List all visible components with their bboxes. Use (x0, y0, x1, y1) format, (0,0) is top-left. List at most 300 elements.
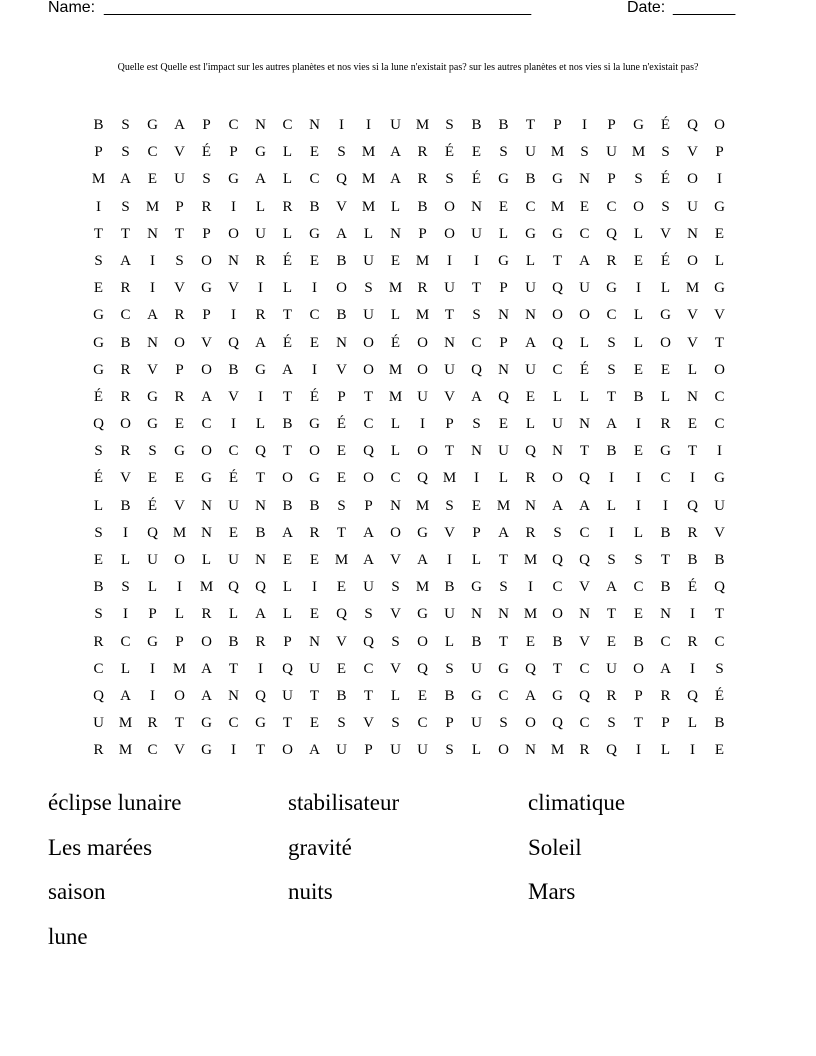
grid-letter: R (93, 633, 104, 650)
grid-letter: P (418, 225, 427, 242)
grid-letter: M (523, 606, 538, 623)
grid-letter: N (579, 171, 590, 188)
grid-row (85, 197, 733, 224)
grid-letter: P (202, 117, 211, 133)
word-bank-item: saison (48, 879, 106, 904)
grid-letter: R (255, 252, 266, 269)
grid-letter: N (687, 225, 698, 242)
grid-letter: S (121, 198, 130, 215)
grid-letter: N (687, 388, 698, 405)
grid-letter: L (120, 552, 131, 568)
grid-letter: G (552, 687, 563, 704)
grid-letter: I (609, 524, 614, 541)
grid-letter: I (231, 307, 236, 324)
grid-letter: C (228, 715, 239, 732)
word-bank-item: gravité (288, 834, 352, 860)
grid-letter: U (282, 687, 293, 704)
grid-letter: E (309, 334, 320, 351)
grid-letter: S (499, 715, 508, 732)
grid-letter: U (444, 606, 455, 623)
grid-letter: S (121, 144, 130, 161)
grid-letter: S (472, 307, 481, 324)
grid-letter: N (228, 252, 239, 269)
grid-letter: Q (579, 470, 590, 487)
grid-letter: M (442, 470, 457, 487)
grid-letter: I (528, 579, 533, 596)
grid-letter: S (661, 198, 670, 215)
grid-letter: S (121, 117, 130, 133)
grid-letter: O (444, 198, 455, 215)
grid-letter: I (150, 660, 155, 677)
grid-letter: É (282, 252, 293, 269)
grid-letter: P (202, 307, 211, 324)
grid-letter: C (579, 524, 590, 541)
grid-letter: Q (282, 660, 293, 677)
grid-letter: A (282, 361, 293, 378)
grid-letter: É (201, 144, 212, 161)
grid-letter: A (552, 497, 563, 514)
grid-letter: A (282, 524, 293, 541)
grid-letter: L (282, 579, 293, 596)
grid-letter: N (525, 742, 536, 759)
grid-letter: S (391, 633, 400, 650)
grid-letter: C (552, 579, 563, 596)
grid-letter: U (363, 252, 374, 269)
word-bank-item: nuits (288, 879, 333, 904)
grid-letter: N (579, 416, 590, 433)
grid-letter: O (498, 742, 509, 759)
grid-letter: N (228, 687, 239, 704)
grid-letter: Q (498, 388, 509, 405)
grid-letter: O (201, 252, 212, 269)
grid-letter: L (444, 633, 455, 650)
grid-letter: Q (255, 687, 266, 704)
grid-letter: C (579, 715, 590, 732)
grid-letter: M (388, 361, 403, 378)
grid-letter: L (282, 225, 293, 242)
grid-letter: I (609, 470, 614, 487)
grid-letter: C (471, 334, 482, 351)
grid-letter: A (417, 552, 428, 568)
grid-letter: L (606, 497, 617, 514)
grid-letter: T (309, 687, 320, 704)
grid-letter: A (255, 334, 266, 351)
grid-row (85, 740, 733, 767)
grid-letter: O (174, 552, 185, 568)
grid-letter: I (474, 470, 479, 487)
grid-letter: E (714, 742, 725, 759)
grid-letter: T (363, 388, 374, 405)
grid-letter: A (579, 252, 590, 269)
grid-letter: N (525, 307, 536, 324)
grid-letter: R (120, 280, 131, 297)
grid-letter: Q (147, 524, 158, 541)
grid-letter: Q (606, 742, 617, 759)
grid-letter: A (390, 171, 401, 188)
grid-letter: G (309, 225, 320, 242)
grid-letter: R (606, 252, 617, 269)
word-bank-item: Mars (528, 879, 576, 904)
grid-letter: U (525, 144, 536, 161)
grid-letter: I (636, 497, 641, 514)
grid-letter: I (717, 443, 722, 460)
grid-letter: P (715, 144, 724, 161)
grid-letter: A (201, 388, 212, 405)
grid-letter: R (525, 470, 536, 487)
grid-letter: B (525, 171, 536, 188)
grid-row (85, 387, 733, 414)
grid-letter: E (498, 198, 509, 215)
grid-letter: A (201, 660, 212, 677)
grid-letter: É (660, 117, 671, 133)
grid-letter: V (336, 361, 347, 378)
grid-letter: T (282, 307, 293, 324)
grid-letter: P (175, 198, 184, 215)
grid-letter: É (687, 579, 698, 596)
grid-letter: É (714, 687, 725, 704)
grid-letter: I (690, 470, 695, 487)
grid-letter: E (309, 715, 320, 732)
grid-letter: U (444, 280, 455, 297)
grid-letter: Q (93, 687, 104, 704)
grid-letter: E (633, 361, 644, 378)
grid-letter: C (363, 416, 374, 433)
grid-letter: B (417, 198, 428, 215)
grid-letter: Q (363, 633, 374, 650)
grid-letter: A (120, 171, 131, 188)
grid-letter: R (660, 687, 671, 704)
grid-letter: L (687, 361, 698, 378)
grid-letter: O (417, 361, 428, 378)
grid-letter: P (634, 687, 643, 704)
grid-letter: Q (579, 687, 590, 704)
grid-letter: U (255, 225, 266, 242)
grid-letter: L (660, 742, 671, 759)
grid-letter: O (282, 742, 293, 759)
grid-letter: N (525, 497, 536, 514)
grid-letter: R (147, 715, 158, 732)
grid-letter: B (660, 524, 671, 541)
grid-letter: M (361, 198, 376, 215)
grid-letter: N (309, 633, 320, 650)
grid-letter: O (309, 443, 320, 460)
grid-row (85, 550, 733, 577)
grid-letter: R (201, 198, 212, 215)
grid-letter: C (147, 742, 158, 759)
grid-letter: M (415, 497, 430, 514)
grid-letter: B (336, 307, 347, 324)
grid-letter: T (660, 552, 671, 568)
grid-letter: L (498, 225, 509, 242)
grid-letter: R (255, 307, 266, 324)
grid-letter: O (120, 416, 131, 433)
grid-letter: G (309, 470, 320, 487)
grid-letter: L (390, 307, 401, 324)
grid-letter: S (607, 334, 616, 351)
grid-letter: T (282, 715, 293, 732)
grid-letter: L (147, 579, 158, 596)
grid-letter: L (390, 687, 401, 704)
grid-letter: U (498, 443, 509, 460)
grid-letter: S (121, 579, 130, 596)
grid-letter: L (282, 606, 293, 623)
grid-letter: S (94, 252, 103, 269)
grid-letter: C (120, 307, 131, 324)
grid-letter: T (606, 388, 617, 405)
grid-letter: T (174, 225, 185, 242)
grid-letter: C (147, 144, 158, 161)
grid-letter: R (201, 606, 212, 623)
grid-letter: N (471, 606, 482, 623)
grid-letter: I (636, 416, 641, 433)
grid-letter: L (174, 606, 185, 623)
grid-row (85, 414, 733, 441)
grid-letter: O (579, 307, 590, 324)
grid-letter: C (363, 660, 374, 677)
grid-letter: P (337, 388, 346, 405)
grid-letter: M (415, 307, 430, 324)
grid-letter: E (633, 443, 644, 460)
grid-letter: A (579, 497, 590, 514)
grid-letter: G (552, 225, 563, 242)
grid-letter: C (309, 171, 320, 188)
grid-letter: M (550, 144, 565, 161)
grid-letter: G (309, 416, 320, 433)
grid-letter: C (633, 579, 644, 596)
grid-letter: M (685, 280, 700, 297)
grid-letter: T (444, 443, 455, 460)
grid-letter: U (174, 171, 185, 188)
grid-letter: I (231, 416, 236, 433)
grid-letter: S (94, 606, 103, 623)
grid-letter: É (309, 388, 320, 405)
grid-letter: E (525, 388, 536, 405)
grid-letter: S (661, 144, 670, 161)
grid-letter: I (447, 252, 452, 269)
grid-letter: I (258, 280, 263, 297)
grid-letter: B (228, 633, 239, 650)
grid-letter: É (147, 497, 158, 514)
grid-letter: C (606, 307, 617, 324)
grid-letter: L (363, 225, 374, 242)
grid-letter: U (417, 388, 428, 405)
date-label: Date: (627, 0, 666, 16)
grid-letter: B (93, 117, 104, 133)
grid-letter: I (474, 252, 479, 269)
grid-letter: G (498, 660, 509, 677)
grid-letter: N (498, 307, 509, 324)
grid-letter: R (174, 388, 185, 405)
grid-letter: P (661, 715, 670, 732)
grid-letter: L (633, 334, 644, 351)
grid-letter: S (445, 497, 454, 514)
grid-letter: S (607, 715, 616, 732)
grid-letter: R (687, 524, 698, 541)
grid-letter: O (390, 524, 401, 541)
grid-letter: U (417, 742, 428, 759)
grid-letter: S (337, 144, 346, 161)
grid-letter: I (258, 660, 263, 677)
grid-letter: U (363, 307, 374, 324)
grid-letter: Q (228, 579, 239, 596)
grid-letter: P (283, 633, 292, 650)
grid-letter: A (363, 524, 374, 541)
grid-letter: U (363, 579, 374, 596)
grid-letter: I (420, 416, 425, 433)
grid-letter: N (471, 198, 482, 215)
grid-letter: N (552, 443, 563, 460)
word-bank-item: lune (48, 923, 88, 949)
grid-letter: É (93, 470, 104, 487)
grid-letter: L (282, 171, 293, 188)
grid-letter: I (258, 388, 263, 405)
grid-letter: P (607, 117, 616, 133)
grid-letter: I (339, 117, 344, 133)
grid-letter: V (444, 524, 455, 541)
grid-letter: O (444, 225, 455, 242)
grid-letter: S (175, 252, 184, 269)
grid-letter: S (445, 660, 454, 677)
grid-letter: T (525, 117, 536, 133)
grid-letter: E (336, 660, 347, 677)
date-blank-line: _______ (673, 0, 736, 16)
grid-letter: M (388, 280, 403, 297)
grid-letter: T (282, 443, 293, 460)
grid-letter: V (714, 524, 725, 541)
grid-letter: Q (471, 361, 482, 378)
grid-letter: V (174, 497, 185, 514)
grid-letter: C (93, 660, 104, 677)
grid-letter: M (523, 552, 538, 568)
grid-letter: T (282, 388, 293, 405)
grid-letter: S (715, 660, 724, 677)
grid-letter: S (364, 606, 373, 623)
grid-letter: Q (552, 334, 563, 351)
grid-row (85, 251, 733, 278)
grid-letter: S (553, 524, 562, 541)
grid-letter: C (228, 117, 239, 133)
grid-letter: U (147, 552, 158, 568)
grid-letter: S (445, 171, 454, 188)
grid-letter: G (660, 307, 671, 324)
grid-letter: I (150, 252, 155, 269)
grid-letter: M (91, 171, 106, 188)
grid-letter: Q (336, 171, 347, 188)
grid-letter: R (417, 280, 428, 297)
grid-letter: P (607, 171, 616, 188)
grid-letter: L (633, 307, 644, 324)
grid-letter: V (687, 334, 698, 351)
grid-letter: N (498, 606, 509, 623)
grid-letter: L (525, 416, 536, 433)
grid-letter: Q (687, 687, 698, 704)
grid-letter: A (255, 171, 266, 188)
grid-letter: N (147, 225, 158, 242)
grid-letter: G (633, 117, 644, 133)
grid-letter: O (201, 443, 212, 460)
grid-letter: O (228, 225, 239, 242)
grid-letter: P (445, 416, 454, 433)
grid-letter: G (147, 388, 158, 405)
grid-letter: L (282, 144, 293, 161)
grid-letter: Q (687, 117, 698, 133)
grid-letter: M (415, 252, 430, 269)
grid-letter: N (309, 117, 320, 133)
grid-letter: Q (552, 552, 563, 568)
grid-letter: C (714, 633, 725, 650)
grid-letter: I (690, 742, 695, 759)
grid-letter: I (582, 117, 587, 133)
grid-letter: S (337, 715, 346, 732)
grid-letter: I (447, 552, 452, 568)
grid-letter: O (687, 171, 698, 188)
grid-letter: C (390, 470, 401, 487)
grid-letter: B (471, 633, 482, 650)
grid-letter: T (714, 334, 725, 351)
grid-letter: E (606, 633, 617, 650)
grid-row (85, 577, 733, 604)
grid-letter: B (282, 497, 293, 514)
grid-letter: É (93, 388, 104, 405)
grid-letter: A (660, 660, 671, 677)
grid-letter: A (309, 742, 320, 759)
grid-letter: V (579, 633, 590, 650)
grid-letter: B (633, 633, 644, 650)
grid-letter: S (634, 171, 643, 188)
grid-letter: O (336, 280, 347, 297)
grid-letter: A (336, 225, 347, 242)
word-bank-item: Les marées (48, 834, 153, 860)
grid-letter: P (175, 633, 184, 650)
grid-letter: M (550, 198, 565, 215)
grid-letter: O (660, 334, 671, 351)
grid-letter: N (201, 524, 212, 541)
grid-letter: M (415, 579, 430, 596)
grid-letter: L (390, 443, 401, 460)
grid-letter: A (390, 144, 401, 161)
grid-letter: M (361, 144, 376, 161)
grid-letter: S (337, 497, 346, 514)
grid-letter: E (525, 633, 536, 650)
grid-letter: I (717, 171, 722, 188)
grid-letter: I (177, 579, 182, 596)
grid-letter: R (309, 524, 320, 541)
grid-letter: O (174, 687, 185, 704)
grid-letter: V (444, 388, 455, 405)
grid-letter: P (229, 144, 238, 161)
grid-letter: T (687, 443, 698, 460)
grid-letter: R (93, 742, 104, 759)
grid-letter: N (201, 497, 212, 514)
grid-letter: É (471, 171, 482, 188)
grid-letter: C (660, 633, 671, 650)
grid-letter: V (714, 307, 725, 324)
grid-letter: O (363, 334, 374, 351)
name-label: Name: (48, 0, 96, 16)
grid-letter: O (282, 470, 293, 487)
grid-letter: G (255, 715, 266, 732)
grid-letter: N (444, 334, 455, 351)
grid-letter: P (445, 715, 454, 732)
grid-letter: O (552, 307, 563, 324)
grid-letter: G (417, 606, 428, 623)
grid-letter: U (309, 660, 320, 677)
grid-letter: Q (525, 443, 536, 460)
grid-letter: U (228, 552, 239, 568)
grid-letter: A (606, 416, 617, 433)
grid-letter: L (660, 388, 671, 405)
grid-letter: I (636, 742, 641, 759)
